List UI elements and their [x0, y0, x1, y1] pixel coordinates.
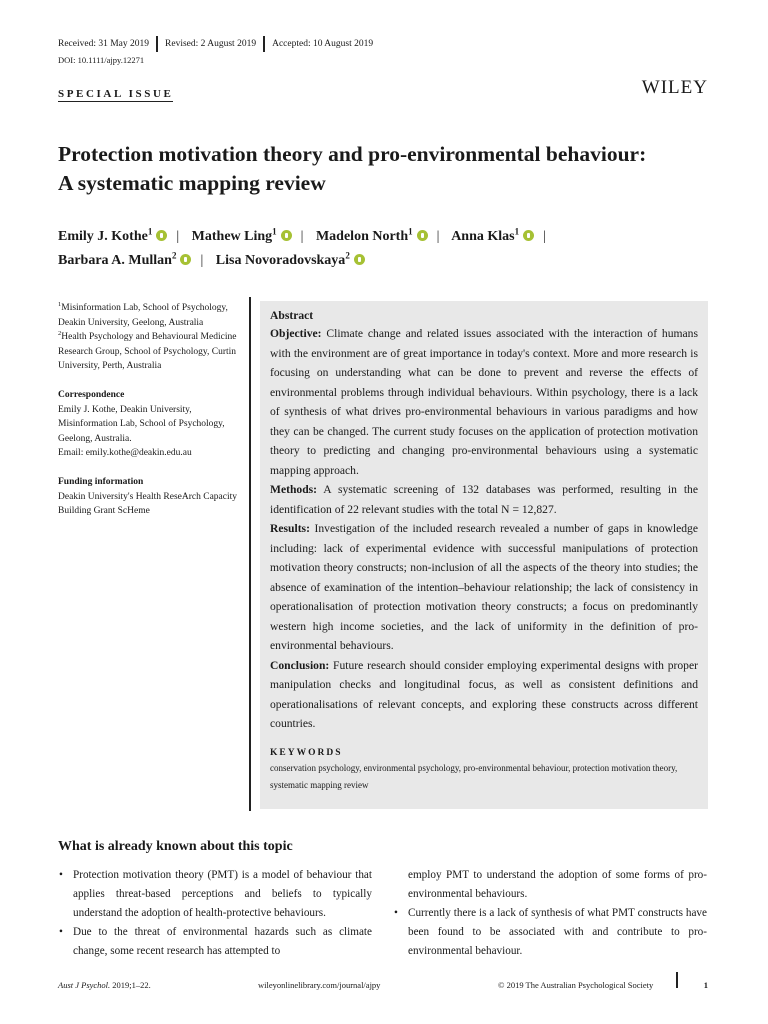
correspondence-heading: Correspondence: [58, 389, 125, 400]
abstract-box: [260, 301, 708, 809]
author[interactable]: Madelon North$^1$: [315, 226, 413, 244]
keywords: conservation psychology, environmental psychology, pro-environmental behaviour, protection motivation theory, systematic mapping review: [270, 762, 678, 790]
bullet-item: • Protection motivation theory (PMT) is a model of behaviour that applies threat-based perceptions and beliefs to typically understand the adoption of health-protective behaviours.: [58, 866, 372, 923]
article-dates: [58, 36, 380, 52]
known-bullets-right: [393, 866, 707, 961]
author[interactable]: Anna Klas$^1$: [451, 226, 520, 244]
author[interactable]: Barbara A. Mullan$^2$: [58, 250, 177, 268]
funding-text: Deakin University's Health ReseArch Capacity Building Grant ScHeme: [58, 491, 237, 517]
footer-separator: [676, 972, 678, 988]
author-list: Emily J. Kothe$^1$ | Mathew Ling$^1$ | Madelon North$^1$ | Anna Klas$^1$ | Barbara A. Mullan$^2$ | Lisa Novoradovskaya$^2$: [58, 226, 546, 268]
received-date: Received: 31 May 2019: [58, 39, 150, 49]
affiliation-2: $^2$Health Psychology and Behavioural Medicine Research Group, School of Psychology, Curtin University, Perth, Australia: [58, 330, 237, 372]
section-label: SPECIAL ISSUE: [58, 88, 174, 100]
orcid-icon[interactable]: [417, 230, 428, 241]
page-number: 1: [703, 980, 708, 990]
known-heading: What is already known about this topic: [58, 839, 293, 854]
title-line-1: Protection motivation theory and pro-environmental behaviour:: [58, 142, 647, 166]
orcid-icon[interactable]: [156, 230, 167, 241]
article-title: [58, 140, 718, 198]
orcid-icon[interactable]: [180, 254, 191, 265]
abstract-results: Results: Investigation of the included research revealed a number of gaps in knowledge including: lack of experimental evidence with successful manipulations of protection motivation theory constructs; non-inclusion of all the aspects of the theory into studies; the absence of examination of the intention–behaviour relationship; the lack of consistency in operationalisation of protection motivation theory constructs; a focus on predominantly western high income societies, and the lack of uniformity in the definition of pro-environmental behaviours.: [270, 522, 698, 652]
publisher-logo: WILEY: [641, 77, 708, 98]
journal-citation: Aust J Psychol. 2019;1–22.: [58, 980, 151, 990]
column-divider: [249, 297, 251, 811]
keywords-heading: KEYWORDS: [270, 747, 343, 758]
doi[interactable]: DOI: 10.1111/ajpy.12271: [58, 55, 145, 65]
abstract-objective: Objective: Climate change and related issues associated with the interaction of humans with the environment are of great importance in today's context. More and more research is focusing on understanding what can be done to prevent and reverse the effects of environmental problems through individual behaviours. Within psychology, there is a lack of synthesis of what drives pro-environmental behaviours in various paradigms and how they can be changed. The current study focuses on the application of protection motivation theory to predicting and changing pro-environmental behaviours using a systematic mapping approach.: [270, 327, 698, 477]
orcid-icon[interactable]: [281, 230, 292, 241]
bullet-continuation: employ PMT to understand the adoption of some forms of pro-environmental behaviours.: [408, 869, 707, 900]
abstract-heading: Abstract: [270, 309, 314, 322]
revised-date: Revised: 2 August 2019: [165, 39, 257, 49]
known-bullets-left: [58, 866, 372, 961]
accepted-date: Accepted: 10 August 2019: [272, 39, 374, 49]
author[interactable]: Emily J. Kothe$^1$: [58, 226, 153, 244]
bullet-item: • Due to the threat of environmental hazards such as climate change, some recent research has attempted to: [58, 923, 372, 961]
correspondence: [58, 388, 248, 461]
abstract-methods: Methods: A systematic screening of 132 databases was performed, resulting in the identification of 22 relevant studies with the total N = 12,827.: [270, 483, 698, 516]
correspondence-text: Emily J. Kothe, Deakin University, Misinformation Lab, School of Psychology, Geelong, Australia.: [58, 404, 225, 444]
correspondence-email[interactable]: Email: emily.kothe@deakin.edu.au: [58, 448, 192, 459]
orcid-icon[interactable]: [354, 254, 365, 265]
bullet-item: • Currently there is a lack of synthesis of what PMT constructs have been found to be associated with and contribute to pro-environmental behaviour.: [393, 904, 707, 961]
orcid-icon[interactable]: [523, 230, 534, 241]
author[interactable]: Lisa Novoradovskaya$^2$: [215, 250, 350, 268]
funding: [58, 475, 248, 519]
funding-heading: Funding information: [58, 476, 144, 487]
journal-url[interactable]: wileyonlinelibrary.com/journal/ajpy: [258, 980, 381, 990]
affiliation-1: $^1$Misinformation Lab, School of Psychology, Deakin University, Geelong, Australia: [58, 300, 228, 328]
copyright: © 2019 The Australian Psychological Society: [498, 980, 654, 990]
author[interactable]: Mathew Ling$^1$: [191, 226, 277, 244]
abstract-conclusion: Conclusion: Future research should consider employing experimental designs with proper manipulation checks and longitudinal focus, as well as consistent definitions and operationalisations of relevant concepts, and exploring these constructs across different countries.: [270, 658, 698, 730]
title-line-2: A systematic mapping review: [58, 171, 326, 195]
article-info-column: [58, 301, 248, 533]
